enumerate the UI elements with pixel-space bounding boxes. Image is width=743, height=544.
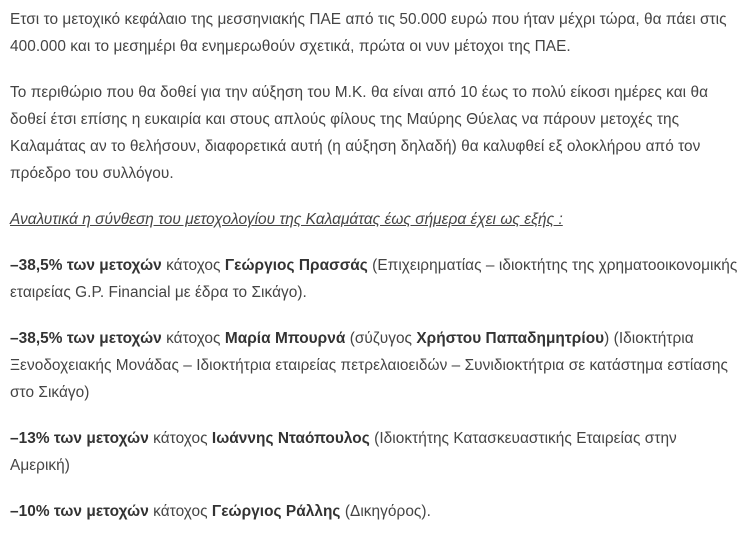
shareholder-name: Γεώργιος Πρασσάς (224, 257, 368, 274)
paragraph-share-capital: Ετσι το μετοχικό κεφάλαιο της μεσσηνιακής ΠΑΕ από τις 50.000 ευρώ που ήταν μέχρι τώρα, θα πάει στις 400.000 και το μεσημέρι θα ενημερωθούν σχετικά, πρώτα οι νυν μέτοχοι της ΠΑΕ. (10, 11, 727, 55)
shareholder-name: Μαρία Μπουρνά (224, 330, 346, 347)
article-body (10, 6, 738, 544)
shareholder-entry-rallis (10, 498, 738, 525)
holder-connector: κάτοχος (148, 430, 212, 447)
shareholder-description: (Ιδιοκτήτης Κατασκευαστικής Εταιρείας στην Αμερική) (10, 430, 677, 474)
shareholders-heading-text: Αναλυτικά η σύνθεση του μετοχολογίου της Καλαμάτας έως σήμερα έχει ως εξής : (10, 211, 563, 228)
shareholder-description: (Δικηγόρος). (340, 503, 431, 520)
holder-connector: κάτοχος (161, 330, 225, 347)
shareholder-name: Ιωάννης Νταόπουλος (211, 430, 370, 447)
shareholder-entry-ntaopoulos (10, 425, 738, 479)
share-percentage: –38,5% των μετοχών (10, 330, 162, 347)
holder-connector: κάτοχος (161, 257, 225, 274)
shareholders-heading (10, 206, 738, 233)
shareholder-description: (Επιχειρηματίας – ιδιοκτήτης της χρηματοοικονομικής εταιρείας G.P. Financial με έδρα το Σικάγο). (10, 257, 738, 301)
shareholder-entry-prassas (10, 252, 738, 306)
shareholder-entry-bourna (10, 325, 738, 406)
shareholder-name: Γεώργιος Ράλλης (211, 503, 341, 520)
paragraph-increase-period: Το περιθώριο που θα δοθεί για την αύξηση του Μ.Κ. θα είναι από 10 έως το πολύ είκοσι ημέρες και θα δοθεί έτσι επίσης η ευκαιρία και στους απλούς φίλους της Μαύρης Θύελας να πάρουν μετοχές της Καλαμάτας αν το θελήσουν, διαφορετικά αυτή (η αύξηση δηλαδή) θα καλυφθεί εξ ολοκλήρου από τον πρόεδρο του συλλόγου. (10, 84, 709, 182)
holder-connector: κάτοχος (148, 503, 212, 520)
share-percentage: –13% των μετοχών (10, 430, 149, 447)
share-percentage: –10% των μετοχών (10, 503, 149, 520)
shareholder-description: (σύζυγος (345, 330, 417, 347)
share-percentage: –38,5% των μετοχών (10, 257, 162, 274)
shareholder-description-cont: ) (Ιδιοκτήτρια Ξενοδοχειακής Μονάδας – Ιδιοκτήτρια εταιρείας πετρελαιοειδών – Συνιδιοκτήτρια σε κατάστημα εστίασης στο Σικάγο) (10, 330, 728, 401)
spouse-name: Χρήστου Παπαδημητρίου (416, 330, 605, 347)
